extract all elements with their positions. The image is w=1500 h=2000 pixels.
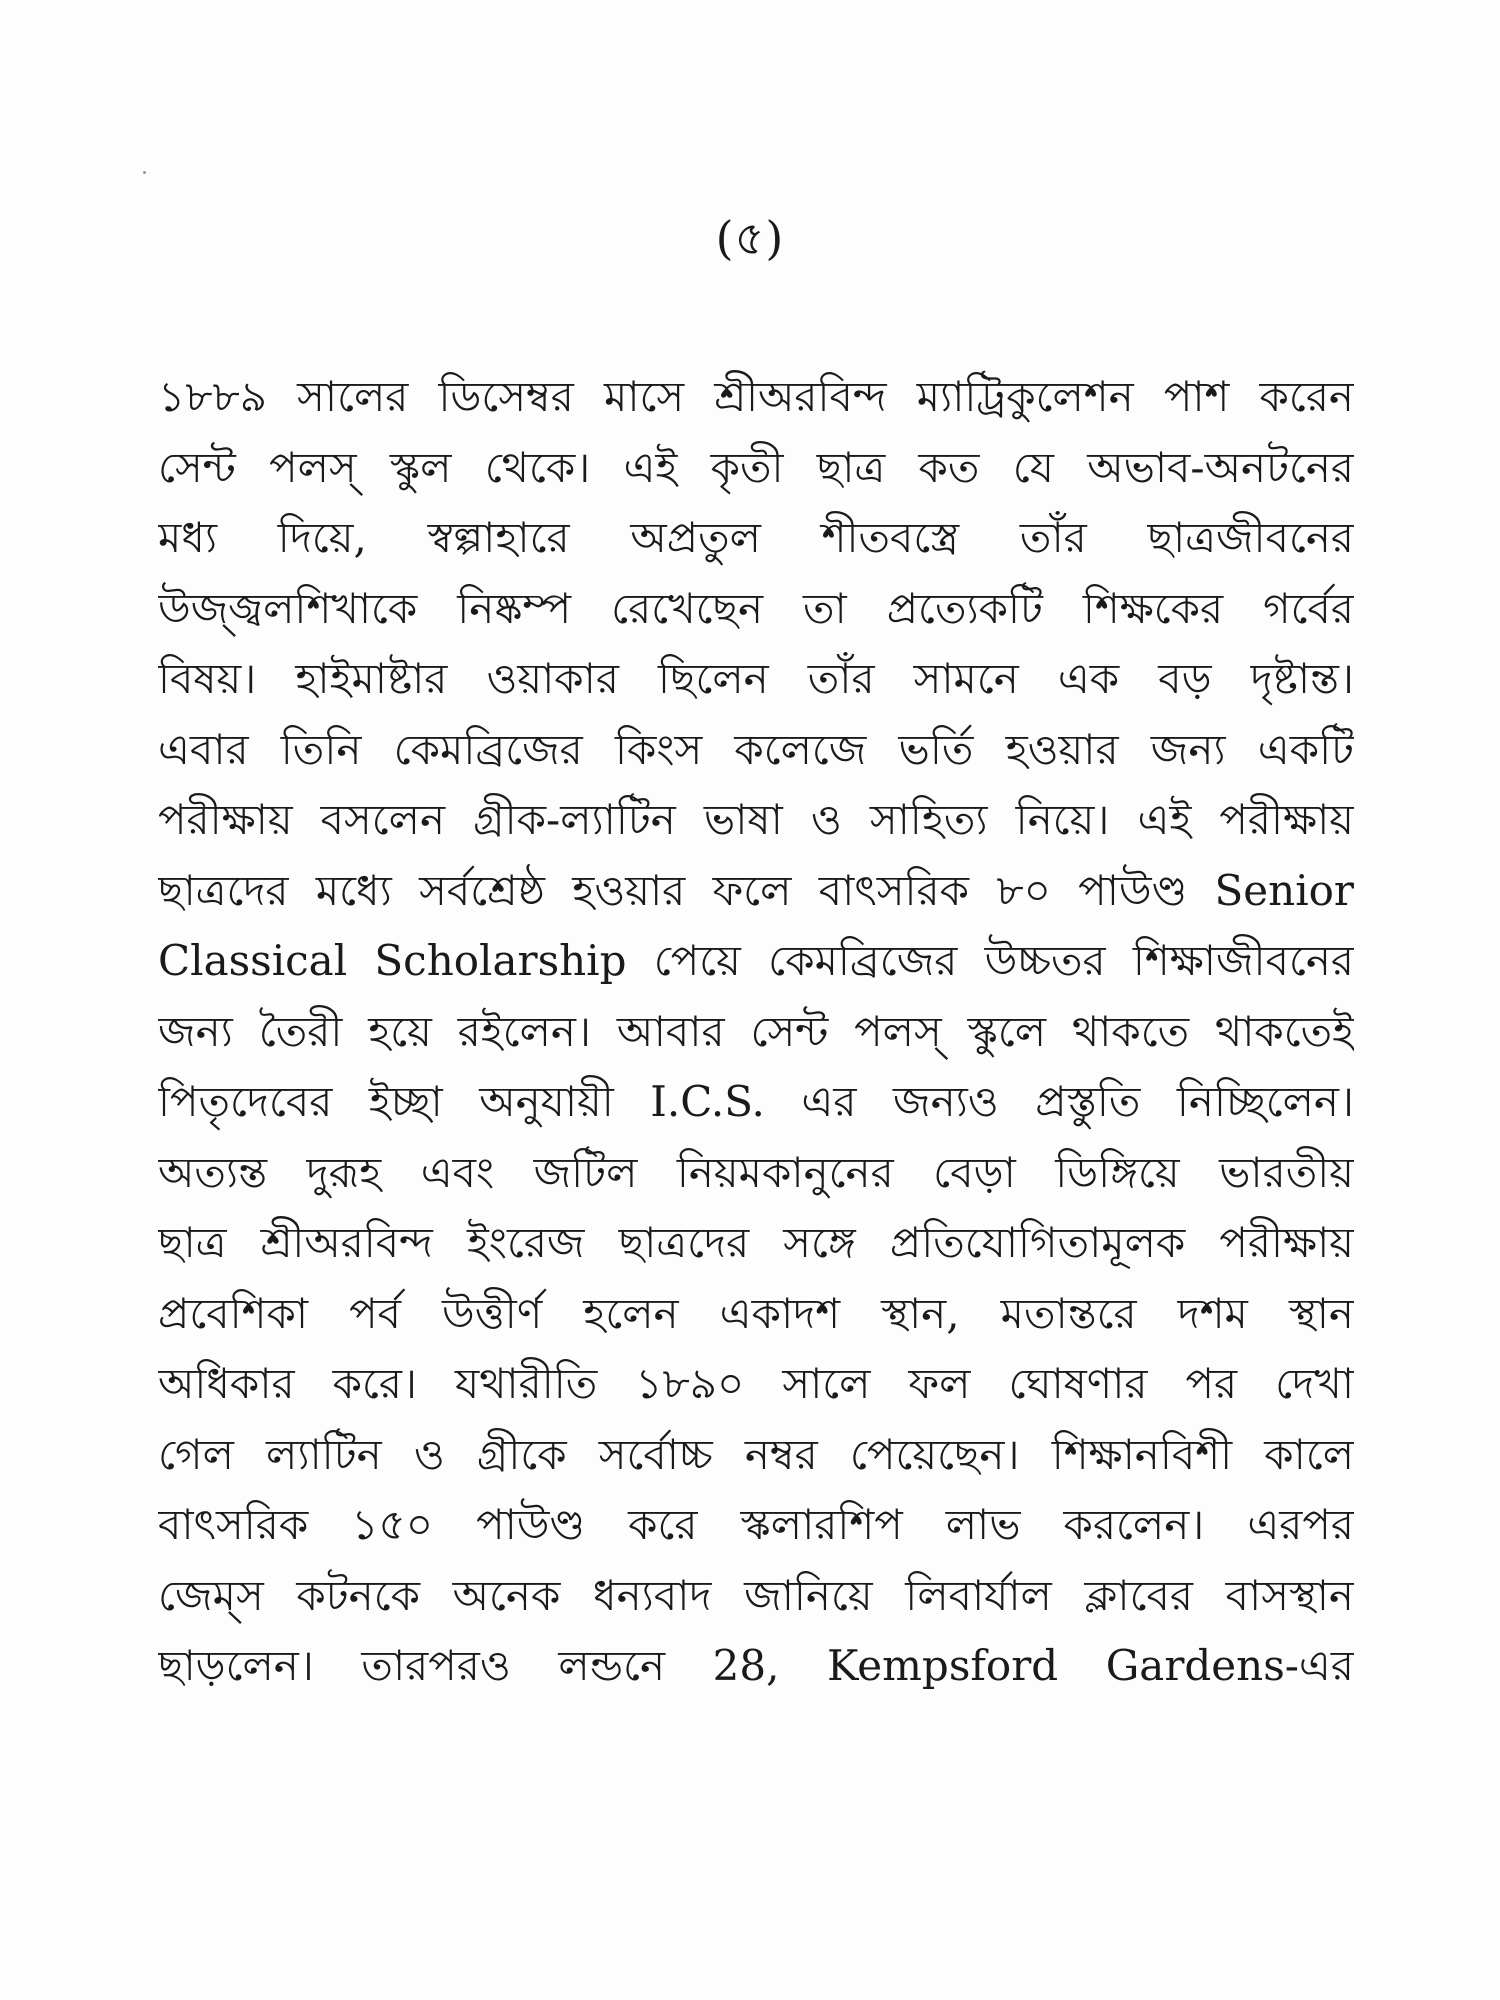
text-line: ১৮৮৯ সালের ডিসেম্বর মাসে শ্রীঅরবিন্দ ম্যাট্রিকুলেশন পাশ করেন bbox=[158, 372, 1354, 421]
text-line: প্রবেশিকা পর্ব উত্তীর্ণ হলেন একাদশ স্থান, মতান্তরে দশম স্থান bbox=[158, 1288, 1354, 1338]
text-line: সেন্ট পলস্ স্কুল থেকে। এই কৃতী ছাত্র কত যে অভাব-অনটনের bbox=[158, 442, 1354, 492]
text-line: অধিকার করে। যথারীতি ১৮৯০ সালে ফল ঘোষণার পর দেখা bbox=[158, 1359, 1354, 1408]
text-line: পরীক্ষায় বসলেন গ্রীক-ল্যাটিন ভাষা ও সাহিত্য নিয়ে। এই পরীক্ষায় bbox=[158, 795, 1354, 844]
text-line: এবার তিনি কেমব্রিজের কিংস কলেজে ভর্তি হওয়ার জন্য একটি bbox=[158, 724, 1354, 774]
text-line: গেল ল্যাটিন ও গ্রীকে সর্বোচ্চ নম্বর পেয়েছেন। শিক্ষানবিশী কালে bbox=[158, 1429, 1354, 1479]
text-line: Classical Scholarship পেয়ে কেমব্রিজের উচ্চতর শিক্ষাজীবনের bbox=[158, 936, 1354, 985]
text-line: পিতৃদেবের ইচ্ছা অনুযায়ী I.C.S. এর জন্যও প্রস্তুতি নিচ্ছিলেন। bbox=[158, 1077, 1354, 1126]
text-line: অত্যন্ত দুরূহ এবং জটিল নিয়মকানুনের বেড়া ডিঙ্গিয়ে ভারতীয় bbox=[158, 1147, 1354, 1197]
text-line: বাৎসরিক ১৫০ পাউণ্ড করে স্কলারশিপ লাভ করলেন। এরপর bbox=[158, 1500, 1354, 1549]
scan-speck bbox=[143, 171, 146, 174]
body-paragraph bbox=[158, 362, 1354, 1702]
text-line: বিষয়। হাইমাষ্টার ওয়াকার ছিলেন তাঁর সামনে এক বড় দৃষ্টান্ত। bbox=[158, 654, 1354, 703]
text-line: ছাত্র শ্রীঅরবিন্দ ইংরেজ ছাত্রদের সঙ্গে প্রতিযোগিতামূলক পরীক্ষায় bbox=[158, 1218, 1354, 1267]
text-line: ছাড়লেন। তারপরও লন্ডনে 28, Kempsford Gardens-এর bbox=[158, 1641, 1354, 1690]
text-line: জেম্স কটনকে অনেক ধন্যবাদ জানিয়ে লিবার্যাল ক্লাবের বাসস্থান bbox=[158, 1570, 1354, 1620]
page-number: (৫) bbox=[715, 211, 785, 265]
text-line: উজ্জ্বলশিখাকে নিষ্কম্প রেখেছেন তা প্রত্যেকটি শিক্ষকের গর্বের bbox=[158, 583, 1354, 633]
text-line: মধ্য দিয়ে, স্বল্পাহারে অপ্রতুল শীতবস্ত্রে তাঁর ছাত্রজীবনের bbox=[158, 513, 1354, 562]
text-line: জন্য তৈরী হয়ে রইলেন। আবার সেন্ট পলস্ স্কুলে থাকতে থাকতেই bbox=[158, 1006, 1354, 1056]
text-line: ছাত্রদের মধ্যে সর্বশ্রেষ্ঠ হওয়ার ফলে বাৎসরিক ৮০ পাউণ্ড Senior bbox=[158, 865, 1354, 915]
